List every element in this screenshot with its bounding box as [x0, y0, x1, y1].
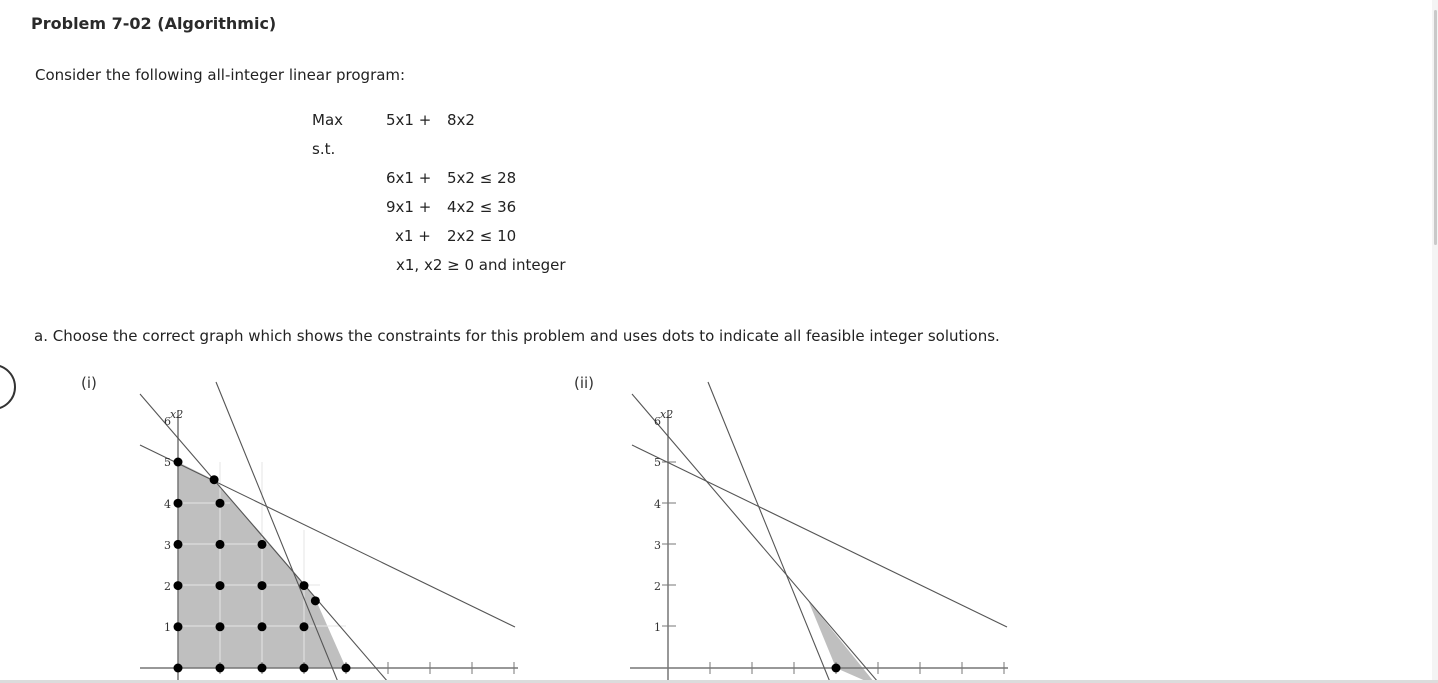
graph-option-ii[interactable]: [610, 370, 1030, 682]
y-tick-labels-i: [164, 415, 171, 634]
feasible-point-i-5: [174, 622, 183, 631]
constraint-line-ii-1: [632, 394, 878, 682]
feasible-point-i-6: [216, 622, 225, 631]
feasible-point-i-16: [174, 499, 183, 508]
feasible-point-i-15: [258, 540, 267, 549]
feasible-point-i-3: [300, 664, 309, 673]
feasible-point-i-17: [216, 499, 225, 508]
objective-term-1: 5x1 +: [386, 111, 432, 129]
constraint-line-ii-3: [632, 445, 1007, 627]
feasible-point-i-9: [174, 581, 183, 590]
problem-title: Problem 7-02 (Algorithmic): [31, 14, 277, 33]
feasible-point-i-4: [342, 664, 351, 673]
y-tick-3-ii: 3: [654, 539, 661, 552]
max-label: Max: [312, 111, 344, 129]
constraint-lines-ii: [632, 382, 1007, 682]
y-tick-4-i: 4: [164, 498, 171, 511]
feasible-point-i-12: [300, 581, 309, 590]
nonnegativity-constraint: x1, x2 ≥ 0 and integer: [396, 256, 566, 274]
feasible-point-i-20: [311, 596, 320, 605]
question-a: a. Choose the correct graph which shows the constraints for this problem and uses dots to indicate all feasible integer solutions.: [34, 327, 1000, 345]
feasible-point-i-11: [258, 581, 267, 590]
yticks-marks-ii: [662, 462, 676, 626]
y-tick-5-i: 5: [164, 456, 171, 469]
graph-option-i[interactable]: [120, 370, 540, 682]
radio-button[interactable]: [0, 364, 16, 410]
scrollbar-thumb[interactable]: [1434, 10, 1437, 245]
y-tick-labels-ii: [654, 415, 661, 634]
feasible-point-i-2: [258, 664, 267, 673]
y-tick-6-ii: 6: [654, 415, 661, 428]
y-tick-1-ii: 1: [654, 621, 661, 634]
constraint-3-right: 2x2 ≤ 10: [447, 227, 517, 245]
feasible-point-ii-0: [832, 664, 841, 673]
y-tick-3-i: 3: [164, 539, 171, 552]
problem-intro: Consider the following all-integer linear program:: [35, 66, 406, 84]
y-tick-5-ii: 5: [654, 456, 661, 469]
feasible-point-i-19: [210, 475, 219, 484]
axes-ii: [630, 410, 1008, 682]
option-i-label[interactable]: (i): [81, 374, 97, 392]
option-ii-label[interactable]: (ii): [574, 374, 595, 392]
feasible-point-i-1: [216, 664, 225, 673]
feasible-point-i-10: [216, 581, 225, 590]
y-tick-2-ii: 2: [654, 580, 661, 593]
feasible-point-i-7: [258, 622, 267, 631]
feasible-point-i-13: [174, 540, 183, 549]
constraint-1-right: 5x2 ≤ 28: [447, 169, 517, 187]
y-tick-2-i: 2: [164, 580, 171, 593]
constraint-2-left: 9x1 +: [386, 198, 432, 216]
feasible-point-i-14: [216, 540, 225, 549]
constraint-1-left: 6x1 +: [386, 169, 432, 187]
constraint-3-left: x1 +: [395, 227, 431, 245]
feasible-point-i-18: [174, 458, 183, 467]
y-axis-label-ii: x2: [660, 408, 674, 421]
feasible-point-i-0: [174, 664, 183, 673]
feasible-dots-ii: [832, 664, 841, 673]
y-tick-6-i: 6: [164, 415, 171, 428]
y-axis-label-i: x2: [170, 408, 184, 421]
y-tick-4-ii: 4: [654, 498, 661, 511]
constraint-2-right: 4x2 ≤ 36: [447, 198, 517, 216]
st-label: s.t.: [312, 140, 336, 158]
y-tick-1-i: 1: [164, 621, 171, 634]
feasible-point-i-8: [300, 622, 309, 631]
objective-term-2: 8x2: [447, 111, 475, 129]
